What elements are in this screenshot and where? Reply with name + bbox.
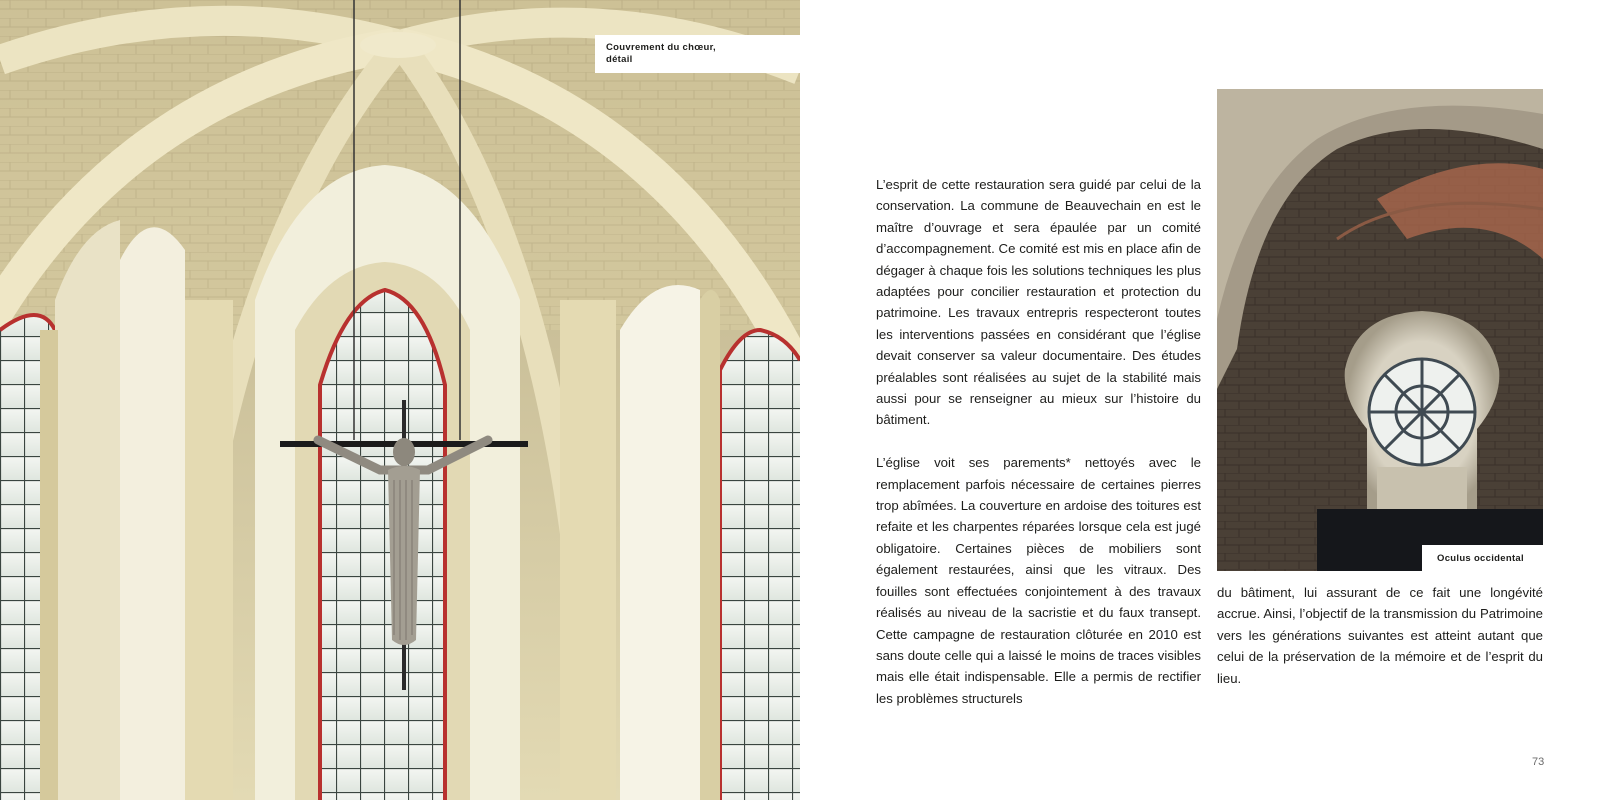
text-column-right	[1217, 582, 1543, 710]
choir-vault-caption-text: Couvrement du chœur, détail	[606, 42, 716, 65]
oculus-photo	[1217, 89, 1543, 571]
paragraph-restoration-spirit: L’esprit de cette restauration sera guidé par celui de la conservation. La commune de Beauvechain en est le maître d’ouvrage et sera épaulée par un comité d’accompagnement. Ce comité est mis en place afin de dégager à chaque fois les solutions techniques les plus adaptées pour concilier restauration et protection du patrimoine. Les travaux entrepris respecteront toutes les interventions passées en considérant que l’église devait conserver sa valeur documentaire. Des études préalables sont réalisées au sujet de la stabilité mais aussi pour se renseigner au mieux sur l’histoire du bâtiment.	[876, 177, 1201, 428]
page-number: 73	[1532, 756, 1545, 768]
oculus-caption	[1422, 545, 1543, 571]
oculus-illustration	[1217, 89, 1543, 571]
choir-vault-caption	[595, 35, 800, 73]
paragraph-works: L’église voit ses parements* nettoyés avec le remplacement parfois nécessaire de certaines pierres trop abîmées. La couverture en ardoise des toitures est refaite et les charpentes réparées lorsque cela est jugé obligatoire. Certaines pièces de mobiliers sont également restaurées, ainsi que les vitraux. Des fouilles sont effectuées conjointement à des travaux réalisés au niveau de la sacristie et du faux transept. Cette campagne de restauration clôturée en 2010 est sans doute celle qui a laissé le moins de traces visibles mais elle était indispensable. Elle a permis de rectifier les problèmes structurels	[876, 455, 1201, 706]
paragraph-conclusion: du bâtiment, lui assurant de ce fait une longévité accrue. Ainsi, l’objectif de la transmission du Patrimoine vers les générations suivantes est atteint autant que celui de la préservation de la mémoire et de l’esprit du lieu.	[1217, 585, 1543, 686]
text-column-left	[876, 174, 1201, 731]
oculus-caption-text: Oculus occidental	[1437, 553, 1524, 564]
